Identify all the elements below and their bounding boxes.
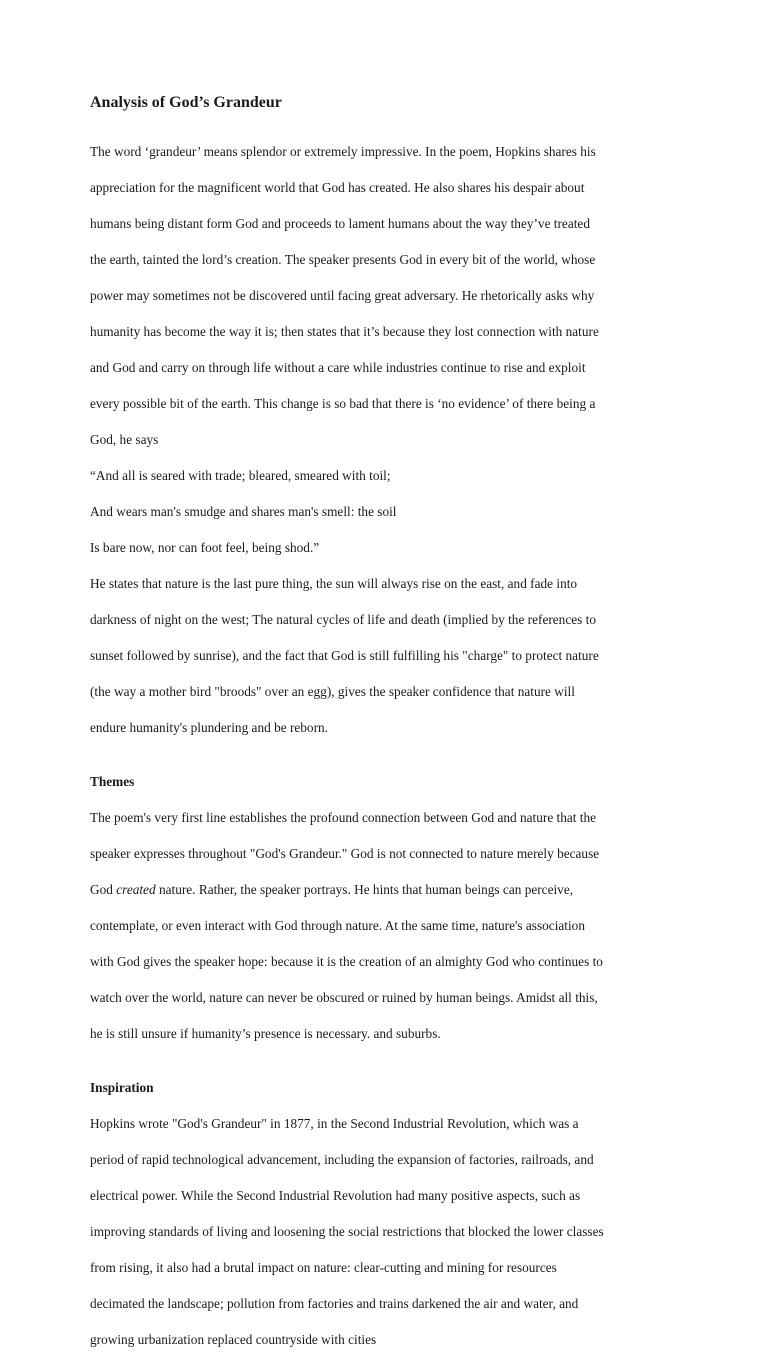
analysis-line: God, he says (90, 432, 159, 447)
analysis-line: The word ‘grandeur’ means splendor or extremely impressive. In the poem, Hopkins shares his (90, 144, 596, 159)
themes-line: speaker expresses throughout "God's Grandeur." God is not connected to nature merely because (90, 846, 600, 861)
quote-line: “And all is seared with trade; bleared, smeared with toil; (90, 468, 391, 483)
themes-emphasis: created (116, 882, 156, 897)
themes-line: The poem's very first line establishes the profound connection between God and nature that the (90, 810, 597, 825)
inspiration-paragraph (90, 1097, 680, 1367)
analysis-line: He states that nature is the last pure thing, the sun will always rise on the east, and fade into (90, 576, 578, 591)
paragraph-spacer (90, 755, 680, 773)
quote-line: And wears man's smudge and shares man's smell: the soil (90, 504, 397, 519)
analysis-line: the earth, tainted the lord’s creation. The speaker presents God in every bit of the world, whose (90, 252, 596, 267)
themes-line (90, 881, 680, 899)
quote-line: Is bare now, nor can foot feel, being shod.” (90, 540, 320, 555)
analysis-line: and God and carry on through life without a care while industries continue to rise and exploit (90, 360, 586, 375)
analysis-paragraph (90, 125, 680, 755)
inspiration-heading: Inspiration (90, 1080, 154, 1095)
themes-line: he is still unsure if humanity’s presence is necessary. and suburbs. (90, 1026, 441, 1041)
analysis-line: endure humanity's plundering and be reborn. (90, 720, 328, 735)
analysis-line: sunset followed by sunrise), and the fact that God is still fulfilling his "charge" to protect nature (90, 648, 599, 663)
themes-line: contemplate, or even interact with God through nature. At the same time, nature's association (90, 918, 585, 933)
analysis-line: humanity has become the way it is; then states that it’s because they lost connection with nature (90, 324, 599, 339)
analysis-line: power may sometimes not be discovered until facing great adversary. He rhetorically asks why (90, 288, 595, 303)
document-title: Analysis of God’s Grandeur (90, 94, 282, 111)
themes-text: God (90, 882, 117, 897)
themes-text: nature. Rather, the speaker portrays. He hints that human beings can perceive, (155, 882, 574, 897)
document-page (90, 93, 680, 1367)
analysis-line: every possible bit of the earth. This change is so bad that there is ‘no evidence’ of there being a (90, 396, 596, 411)
paragraph-spacer (90, 1061, 680, 1079)
inspiration-line: Hopkins wrote "God's Grandeur" in 1877, in the Second Industrial Revolution, which was a (90, 1116, 579, 1131)
inspiration-line: from rising, it also had a brutal impact on nature: clear-cutting and mining for resources (90, 1260, 557, 1275)
inspiration-line: decimated the landscape; pollution from factories and trains darkened the air and water, and (90, 1296, 579, 1311)
inspiration-line: improving standards of living and loosening the social restrictions that blocked the lower classes (90, 1224, 604, 1239)
themes-line: with God gives the speaker hope: because it is the creation of an almighty God who continues to (90, 954, 603, 969)
inspiration-line: electrical power. While the Second Industrial Revolution had many positive aspects, such as (90, 1188, 581, 1203)
analysis-line: appreciation for the magnificent world that God has created. He also shares his despair about (90, 180, 585, 195)
themes-heading: Themes (90, 774, 135, 789)
themes-line: watch over the world, nature can never be obscured or ruined by human beings. Amidst all this, (90, 990, 598, 1005)
analysis-line: darkness of night on the west; The natural cycles of life and death (implied by the references to (90, 612, 596, 627)
themes-paragraph (90, 791, 680, 1061)
analysis-line: humans being distant form God and proceeds to lament humans about the way they’ve treated (90, 216, 590, 231)
inspiration-line: growing urbanization replaced countryside with cities (90, 1332, 377, 1347)
analysis-line: (the way a mother bird "broods" over an egg), gives the speaker confidence that nature will (90, 684, 575, 699)
inspiration-line: period of rapid technological advancement, including the expansion of factories, railroads, and (90, 1152, 594, 1167)
